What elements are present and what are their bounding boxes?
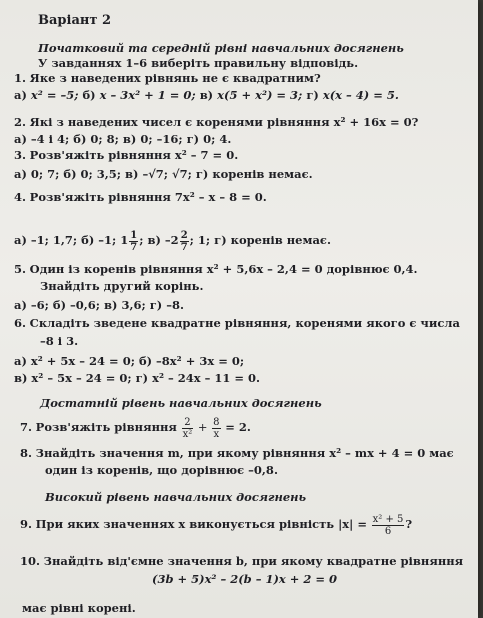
question-4 [14, 190, 267, 204]
fraction-denominator: 7 [180, 241, 188, 253]
instruction-text: У завданнях 1–6 виберіть правильну відповідь. [38, 56, 359, 70]
question-text: Які з наведених чисел є коренями рівняння x² + 16x = 0? [29, 115, 419, 129]
option-c-label: в) [199, 88, 214, 102]
question-8 [20, 446, 454, 460]
question-6 [14, 316, 460, 330]
fraction-denominator: 7 [130, 241, 138, 253]
question-text: Розв'яжіть рівняння [35, 420, 177, 434]
section-initial-heading: Початковий та середній рівні навчальних досягнень [38, 41, 404, 55]
question-mark: ? [405, 517, 413, 531]
fraction-denominator: 6 [384, 525, 392, 537]
question-number: 1. [14, 71, 27, 85]
option-a-label: а) [14, 88, 27, 102]
question-6-text-2: –8 і 3. [40, 334, 79, 348]
question-1 [14, 71, 321, 85]
fraction-numerator: 2 [182, 417, 194, 429]
question-text: При яких значеннях x виконується рівність |x| = [35, 517, 367, 531]
question-5-text-2: Знайдіть другий корінь. [40, 279, 204, 293]
option-d: ; 1; г) коренів немає. [189, 233, 331, 247]
fraction-one-seventh [129, 230, 138, 253]
question-text: Один із коренів рівняння x² + 5,6x – 2,4 = 0 дорівнює 0,4. [29, 262, 418, 276]
question-10-equation: (3b + 5)x² – 2(b – 1)x + 2 = 0 [152, 572, 338, 586]
question-text: Складіть зведене квадратне рівняння, коренями якого є числа [29, 316, 460, 330]
fraction-numerator: 8 [213, 416, 220, 428]
question-6-options-cd: в) x² – 5x – 24 = 0; г) x² – 24x – 11 = 0. [14, 371, 261, 385]
option-d-label: г) [306, 88, 319, 102]
question-10-text-2: має рівні корені. [22, 601, 136, 615]
question-text: Розв'яжіть рівняння 7x² – x – 8 = 0. [29, 190, 267, 204]
question-1-options [14, 88, 399, 102]
question-2-options: а) –4 і 4; б) 0; 8; в) 0; –16; г) 0; 4. [14, 132, 232, 146]
fraction-x2-plus-5-over-6 [372, 514, 405, 537]
option-b: x – 3x² + 1 = 0; [99, 88, 196, 102]
section-sufficient-heading: Достатній рівень навчальних досягнень [40, 396, 322, 410]
question-3 [14, 148, 238, 162]
question-number: 3. [14, 148, 27, 162]
section-high-heading: Високий рівень навчальних досягнень [45, 490, 307, 504]
question-6-options-ab: а) x² + 5x – 24 = 0; б) –8x² + 3x = 0; [14, 354, 245, 368]
question-number: 5. [14, 262, 27, 276]
option-b-label: б) [82, 88, 96, 102]
question-number: 8. [20, 446, 33, 460]
question-7 [20, 413, 251, 441]
question-10 [20, 554, 463, 568]
question-8-text-2: один із коренів, що дорівнює –0,8. [45, 463, 278, 477]
plus-sign: + [197, 420, 208, 434]
question-number: 9. [20, 517, 33, 531]
fraction-numerator: x² + 5 [372, 513, 404, 525]
equation-end: = 2. [225, 420, 251, 434]
question-number: 6. [14, 316, 27, 330]
option-ab: а) –1; 1,7; б) –1; 1 [14, 233, 129, 247]
option-c: x(5 + x²) = 3; [217, 88, 303, 102]
question-9 [20, 509, 412, 539]
fraction-8-over-x [212, 417, 220, 440]
question-4-options [14, 227, 331, 253]
question-text: Яке з наведених рівнянь не є квадратним? [29, 71, 321, 85]
fraction-numerator: 2 [180, 229, 188, 241]
option-d: x(x – 4) = 5. [322, 88, 399, 102]
variant-title: Варіант 2 [38, 13, 112, 28]
question-text: Розв'яжіть рівняння x² – 7 = 0. [29, 148, 239, 162]
option-a: x² = –5; [30, 88, 79, 102]
question-number: 4. [14, 190, 27, 204]
fraction-denominator: x [213, 428, 220, 440]
fraction-numerator: 1 [130, 229, 138, 241]
question-text: Знайдіть від'ємне значення b, при якому квадратне рівняння [43, 554, 464, 568]
question-5-options: а) –6; б) –0,6; в) 3,6; г) –8. [14, 298, 184, 312]
fraction-two-sevenths [180, 230, 189, 253]
fraction-denominator: x² [182, 428, 193, 440]
question-3-options: а) 0; 7; б) 0; 3,5; в) –√7; √7; г) коренів немає. [14, 167, 313, 181]
question-number: 7. [20, 420, 33, 434]
option-c: ; в) –2 [139, 233, 179, 247]
question-2 [14, 115, 418, 129]
question-number: 2. [14, 115, 27, 129]
question-5 [14, 262, 418, 276]
question-number: 10. [20, 554, 41, 568]
question-text: Знайдіть значення m, при якому рівняння x² – mx + 4 = 0 має [35, 446, 454, 460]
fraction-2-over-x2 [182, 417, 194, 440]
